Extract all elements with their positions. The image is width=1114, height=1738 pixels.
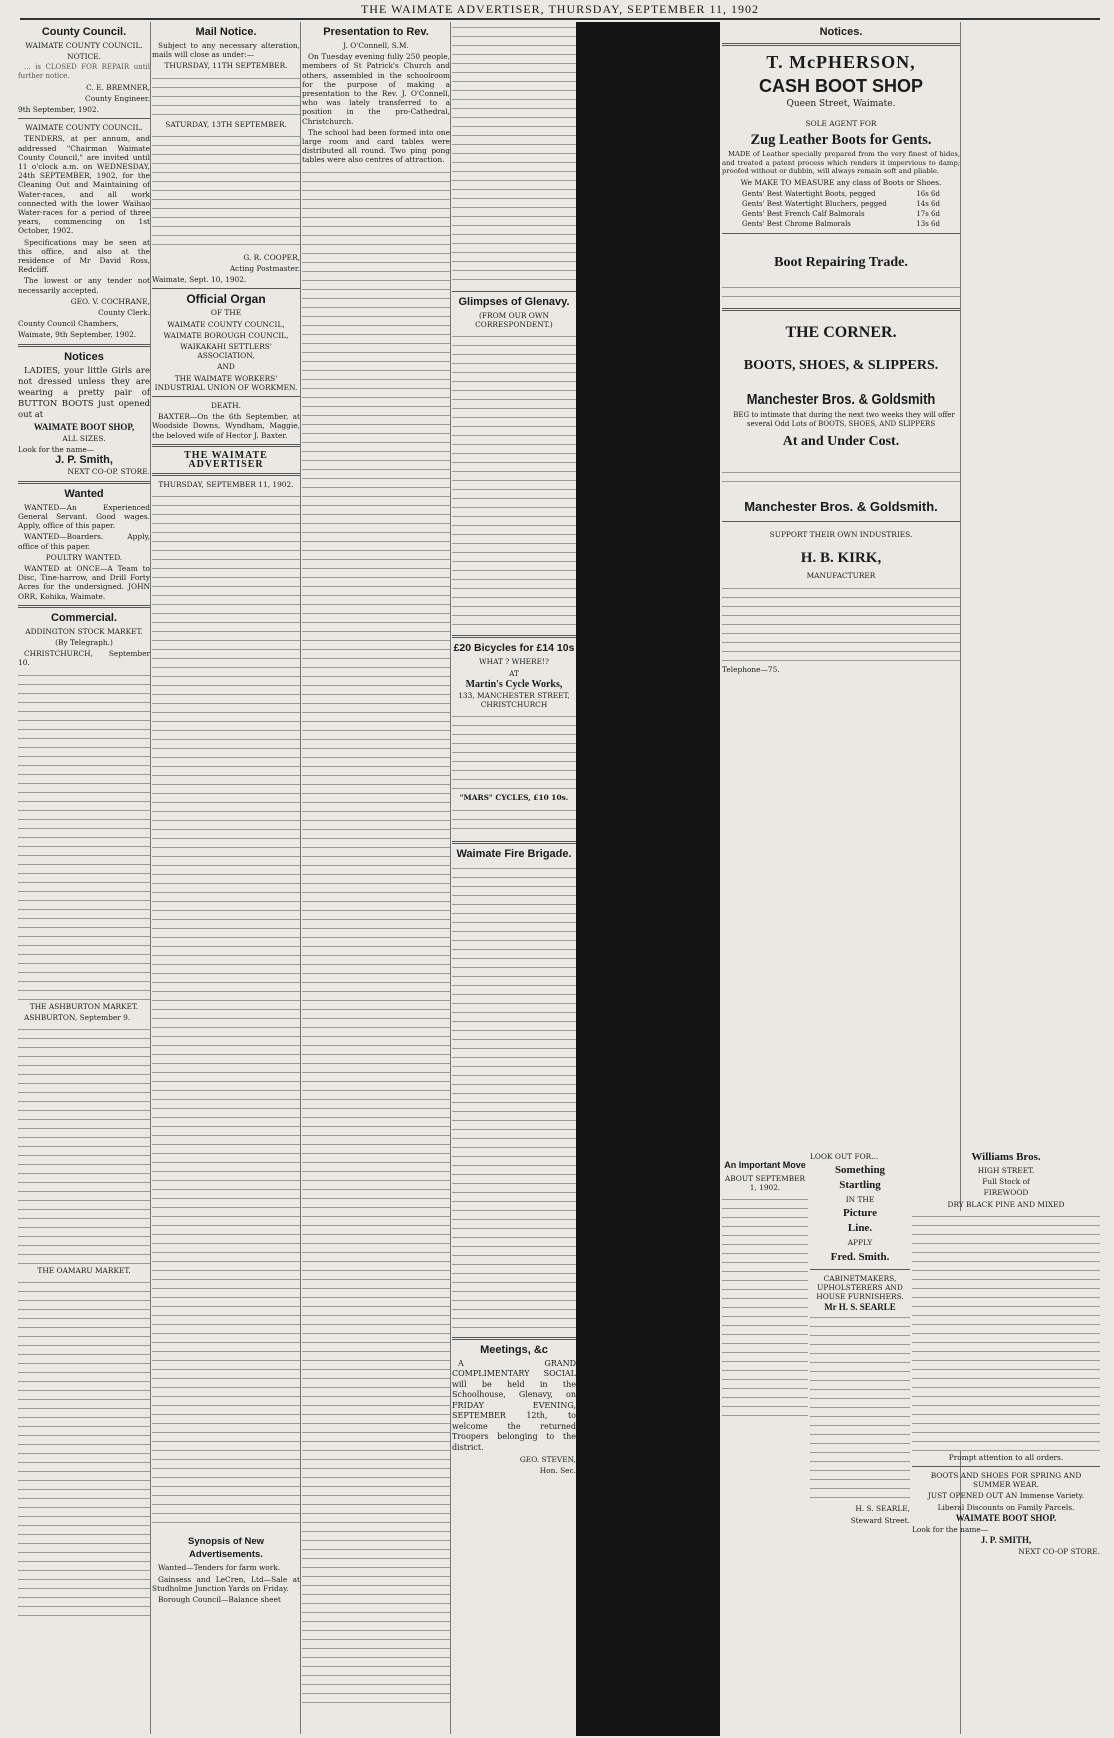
tender-body-3: The lowest or any tender not necessarily accepted.	[18, 276, 150, 295]
tender-body: TENDERS, at per annum, and addressed "Chairman Waimate County Council," are invited until 11 o'clock a.m. on WEDNESDAY, 24th SEPTEMBER, 1902, for the Cleaning Out and Maintaining of Water-races, and all work connected with the lower Waihao Water-races for a period of three years, commencing on 1st October, 1902.	[18, 134, 150, 236]
boot-price-row	[722, 199, 960, 209]
blacked-out-column	[576, 22, 720, 1736]
cabinetmakers: CABINETMAKERS, UPHOLSTERERS AND HOUSE FURNISHERS.	[816, 1273, 904, 1302]
boots-shoes-slippers: BOOTS, SHOES, & SLIPPERS.	[743, 358, 939, 374]
ashburton-text	[18, 1024, 150, 1264]
next-coop: NEXT CO-OP. STORE.	[67, 467, 150, 477]
jp-smith: J. P. Smith,	[55, 454, 113, 467]
notices-heading: Notices	[64, 350, 104, 363]
clerk-name: GEO. V. COCHRANE,	[70, 296, 150, 306]
mail-notice-heading: Mail Notice.	[195, 26, 257, 38]
boot-price-row	[722, 209, 960, 219]
telephone: Telephone—75.	[722, 664, 780, 674]
oamaru-market: THE OAMARU MARKET.	[37, 1265, 131, 1275]
synopsis-3: Borough Council—Balance sheet	[158, 1595, 281, 1605]
mail-text-2	[152, 131, 300, 251]
picture-line-ad	[810, 1150, 910, 1734]
column-3	[302, 22, 450, 1734]
cooper-name: G. R. COOPER,	[243, 252, 300, 262]
organ-2: WAIMATE BOROUGH COUNCIL,	[163, 330, 289, 340]
zug-body: MADE of Leather specially prepared from the very finest of hides, and treated a patent process which renders it impervious to damp; proofed without or dubbin, will always remain soft and pliable.	[722, 150, 960, 176]
ladies-notice: LADIES, your little Girls are not dressed unless they are wearing a pretty pair of BUTTON BOOTS just opened out at	[18, 365, 150, 420]
startling: Startling	[839, 1179, 881, 1192]
searle-sign: H. S. SEARLE,	[855, 1504, 910, 1514]
organ-4: THE WAIMATE WORKERS' INDUSTRIAL UNION OF WORKMEN.	[154, 373, 298, 392]
ashburton-market: THE ASHBURTON MARKET.	[29, 1001, 139, 1011]
presentation-text	[302, 167, 450, 1707]
at-and-under-cost: At and Under Cost.	[782, 434, 900, 450]
organ-3: WAIKAKAHI SETTLERS' ASSOCIATION,	[180, 342, 272, 361]
boot-price: 14s 6d	[916, 200, 940, 209]
organ-of: OF THE	[210, 308, 242, 318]
bicycles-heading: £20 Bicycles for £14 10s	[453, 642, 575, 655]
engineer-date: 9th September, 1902.	[18, 105, 99, 114]
editorial-text	[152, 491, 300, 1531]
boot-price-row	[722, 189, 960, 199]
meetings-heading: Meetings, &c	[480, 1343, 548, 1356]
synopsis-heading: Synopsis of New Advertisements.	[187, 1536, 264, 1561]
just-opened: JUST OPENED OUT AN Immense Variety.	[927, 1491, 1085, 1501]
waimate-boot-shop: WAIMATE BOOT SHOP.	[955, 1512, 1057, 1523]
in-the: IN THE	[845, 1195, 875, 1205]
boot-price: 17s 6d	[916, 210, 940, 219]
column-2	[152, 22, 300, 1734]
martins-cycle-works: Martin's Cycle Works,	[465, 678, 563, 690]
boot-repairing: Boot Repairing Trade.	[774, 255, 908, 271]
martins-address: 133, MANCHESTER STREET, CHRISTCHURCH	[458, 691, 570, 710]
boot-name: Gents' Best French Calf Balmorals	[742, 210, 865, 219]
presentation-p2: The school had been formed into one large room and card tables were distributed all round. Two ping pong tables were also centres of attraction.	[302, 127, 450, 165]
oamaru-text	[18, 1277, 150, 1617]
line: Line.	[847, 1222, 873, 1235]
wanted-heading: Wanted	[64, 487, 104, 500]
steven-name: GEO. STEVEN,	[519, 1455, 576, 1465]
full-stock: Full Stock of	[982, 1177, 1030, 1187]
jp-smith-right: J. P. SMITH,	[980, 1535, 1032, 1546]
boot-name: Gents' Best Chrome Balmorals	[742, 220, 851, 229]
ashburton-dateline: ASHBURTON, September 9.	[24, 1012, 131, 1022]
steward-street: Steward Street.	[850, 1515, 910, 1525]
dry-black-pine: DRY BLACK PINE AND MIXED	[947, 1199, 1065, 1209]
official-organ-heading: Official Organ	[186, 292, 266, 307]
mars-cycles: "MARS" CYCLES, £10 10s.	[459, 793, 569, 803]
boot-shop: WAIMATE BOOT SHOP,	[33, 421, 135, 432]
column-4-top-text	[452, 22, 576, 287]
at: AT	[509, 668, 519, 678]
mail-date: Waimate, Sept. 10, 1902.	[152, 275, 247, 285]
repairing-text	[722, 282, 960, 304]
important-move: An Important Move	[724, 1160, 806, 1170]
next-coop-right: NEXT CO-OP STORE.	[1018, 1547, 1100, 1557]
county-council-sub: WAIMATE COUNTY COUNCIL.	[25, 41, 143, 50]
cost-text	[722, 467, 960, 487]
hb-kirk: H. B. KIRK,	[800, 550, 882, 567]
bicycles-text	[452, 711, 576, 791]
boot-name: Gents' Best Watertight Boots, pegged	[742, 190, 876, 199]
cash-boot-shop: CASH BOOT SHOP	[758, 76, 923, 96]
tender-body-2: Specifications may be seen at this office, and also at the residence of Mr David Ross, Redcliff.	[18, 237, 150, 275]
column-rule	[450, 22, 451, 1734]
boot-price-row	[722, 219, 960, 229]
masthead: THE WAIMATE ADVERTISER, THURSDAY, SEPTEMBER 11, 1902	[20, 2, 1100, 20]
boots-spring: BOOTS AND SHOES FOR SPRING AND SUMMER WEAR.	[930, 1471, 1082, 1490]
look-name: Look for the name—	[912, 1525, 989, 1535]
tender-sub: WAIMATE COUNTY COUNCIL.	[25, 123, 143, 133]
column-6-lower	[722, 1155, 808, 1734]
make-to-measure: We MAKE TO MEASURE any class of Boots or Shoes.	[740, 177, 942, 187]
chambers-date: Waimate, 9th September, 1902.	[18, 330, 137, 340]
manchester-bros-2: Manchester Bros. & Goldsmith.	[744, 499, 938, 515]
all-sizes: ALL SIZES.	[62, 433, 106, 443]
paper-title: THE WAIMATE ADVERTISER	[184, 449, 268, 471]
searle-text	[810, 1312, 910, 1502]
fred-smith: Fred. Smith.	[830, 1250, 890, 1263]
picture: Picture	[842, 1207, 877, 1220]
wanted-3: WANTED at ONCE—A Team to Disc, Tine-harrow, and Drill Forty Acres for the undersigned. JOHN ORR, Kohika, Waimate.	[18, 563, 150, 601]
saturday-heading: SATURDAY, 13TH SEPTEMBER.	[165, 119, 287, 129]
look-for: Look for the name—	[18, 445, 95, 455]
organ-1: WAIMATE COUNTY COUNCIL,	[167, 319, 285, 329]
move-date: ABOUT SEPTEMBER 1, 1902.	[724, 1174, 806, 1193]
what-where: WHAT ? WHERE!?	[479, 657, 549, 667]
firewood: FIREWOOD	[983, 1188, 1029, 1198]
postmaster: Acting Postmaster.	[229, 264, 300, 274]
chambers: County Council Chambers,	[18, 319, 119, 329]
poultry-wanted: POULTRY WANTED.	[45, 552, 123, 562]
engineer-name: C. E. BREMNER,	[86, 82, 150, 92]
mail-text	[152, 73, 300, 118]
mail-body: Subject to any necessary alteration, mails will close as under:—	[152, 41, 300, 60]
queen-street: Queen Street, Waimate.	[786, 99, 896, 109]
presentation-heading: Presentation to Rev.	[323, 26, 429, 38]
notice-body: ... is CLOSED FOR REPAIR until further notice.	[18, 63, 150, 80]
clerk-role: County Clerk.	[98, 308, 150, 318]
organ-and: AND	[217, 362, 235, 372]
synopsis-1: Wanted—Tenders for farm work.	[158, 1563, 281, 1573]
synopsis-2: Gainsess and LeCren, Ltd—Sale at Studholme Junction Yards on Friday.	[152, 1574, 300, 1593]
mcpherson: T. McPHERSON,	[766, 52, 916, 72]
fire-brigade-text	[452, 863, 576, 1333]
apply: APPLY	[847, 1238, 873, 1248]
column-4	[452, 22, 576, 1734]
wanted-2: WANTED—Boarders. Apply, office of this paper.	[18, 532, 150, 551]
presentation-p1: On Tuesday evening fully 250 people, members of St Patrick's Church and others, assembled in the schoolroom for the purpose of making a presentation to the Rev. J. O'Connell, who was lately transferred to a position in the pro-Cathedral, Christchurch.	[302, 52, 450, 126]
notices-heading-right: Notices.	[819, 26, 863, 38]
death-notice: BAXTER—On the 6th September, at Woodside Downs, Wyndham, Maggie, the beloved wife of Hector J. Baxter.	[152, 412, 300, 440]
williams-bros: Williams Bros.	[971, 1151, 1041, 1163]
support-industries: SUPPORT THEIR OWN INDUSTRIES.	[769, 530, 913, 540]
notice-label: NOTICE.	[67, 52, 101, 62]
the-corner: THE CORNER.	[785, 324, 897, 342]
williams-text	[912, 1211, 1100, 1451]
mars-text	[452, 805, 576, 837]
zug-leather: Zug Leather Boots for Gents.	[750, 132, 932, 149]
addington-market: ADDINGTON STOCK MARKET.	[25, 626, 143, 636]
high-street: HIGH STREET.	[977, 1166, 1035, 1175]
something: Something	[834, 1164, 886, 1177]
searle: Mr H. S. SEARLE	[824, 1302, 896, 1313]
by-telegraph: (By Telegraph.)	[55, 637, 113, 647]
glimpses-text	[452, 331, 576, 631]
paper-date: THURSDAY, SEPTEMBER 11, 1902.	[158, 480, 294, 490]
county-council-heading: County Council.	[41, 26, 127, 38]
move-text	[722, 1194, 808, 1424]
market-report-text	[18, 670, 150, 1000]
death-heading: DEATH.	[211, 401, 241, 411]
hon-sec: Hon. Sec.	[539, 1466, 576, 1476]
fire-brigade-heading: Waimate Fire Brigade.	[456, 847, 572, 860]
manufacturer: MANUFACTURER	[806, 571, 876, 581]
boot-price: 16s 6d	[916, 190, 940, 199]
liberal-discounts: Liberal Discounts on Family Parcels.	[937, 1502, 1075, 1512]
boot-name: Gents' Best Watertight Bluchers, pegged	[742, 200, 887, 209]
beg-intimate: BEG to intimate that during the next two weeks they will offer several Odd Lots of BOOTS, SHOES, AND SLIPPERS	[733, 411, 955, 429]
column-rule	[150, 22, 151, 1734]
glimpses-sub: (FROM OUR OWN CORRESPONDENT.)	[475, 311, 553, 330]
prompt-attention: Prompt attention to all orders.	[948, 1452, 1064, 1462]
column-1	[18, 22, 150, 1734]
thursday-heading: THURSDAY, 11TH SEPTEMBER.	[164, 61, 288, 71]
column-rule	[300, 22, 301, 1734]
manchester-bros: Manchester Bros. & Goldsmith	[746, 391, 936, 409]
presentation-sub: J. O'Connell, S.M.	[343, 41, 409, 50]
column-7	[912, 1150, 1100, 1734]
boot-price: 13s 6d	[916, 220, 940, 229]
christchurch-dateline: CHRISTCHURCH, September 10.	[18, 649, 150, 668]
boot-price-list	[722, 189, 960, 229]
wanted-1: WANTED—An Experienced General Servant. Good wages. Apply, office of this paper.	[18, 502, 150, 531]
commercial-heading: Commercial.	[50, 611, 118, 624]
engineer-role: County Engineer.	[85, 93, 150, 103]
look-out: LOOK OUT FOR...	[810, 1152, 879, 1161]
kirk-text	[722, 583, 960, 663]
sole-agent: SOLE AGENT FOR	[805, 119, 877, 129]
glimpses-heading: Glimpses of Glenavy.	[458, 296, 570, 308]
social-notice: A GRAND COMPLIMENTARY SOCIAL will be held in the Schoolhouse, Glenavy, on FRIDAY EVENING, SEPTEMBER 12th, to welcome the returned Troopers belonging to the district.	[452, 1358, 576, 1452]
